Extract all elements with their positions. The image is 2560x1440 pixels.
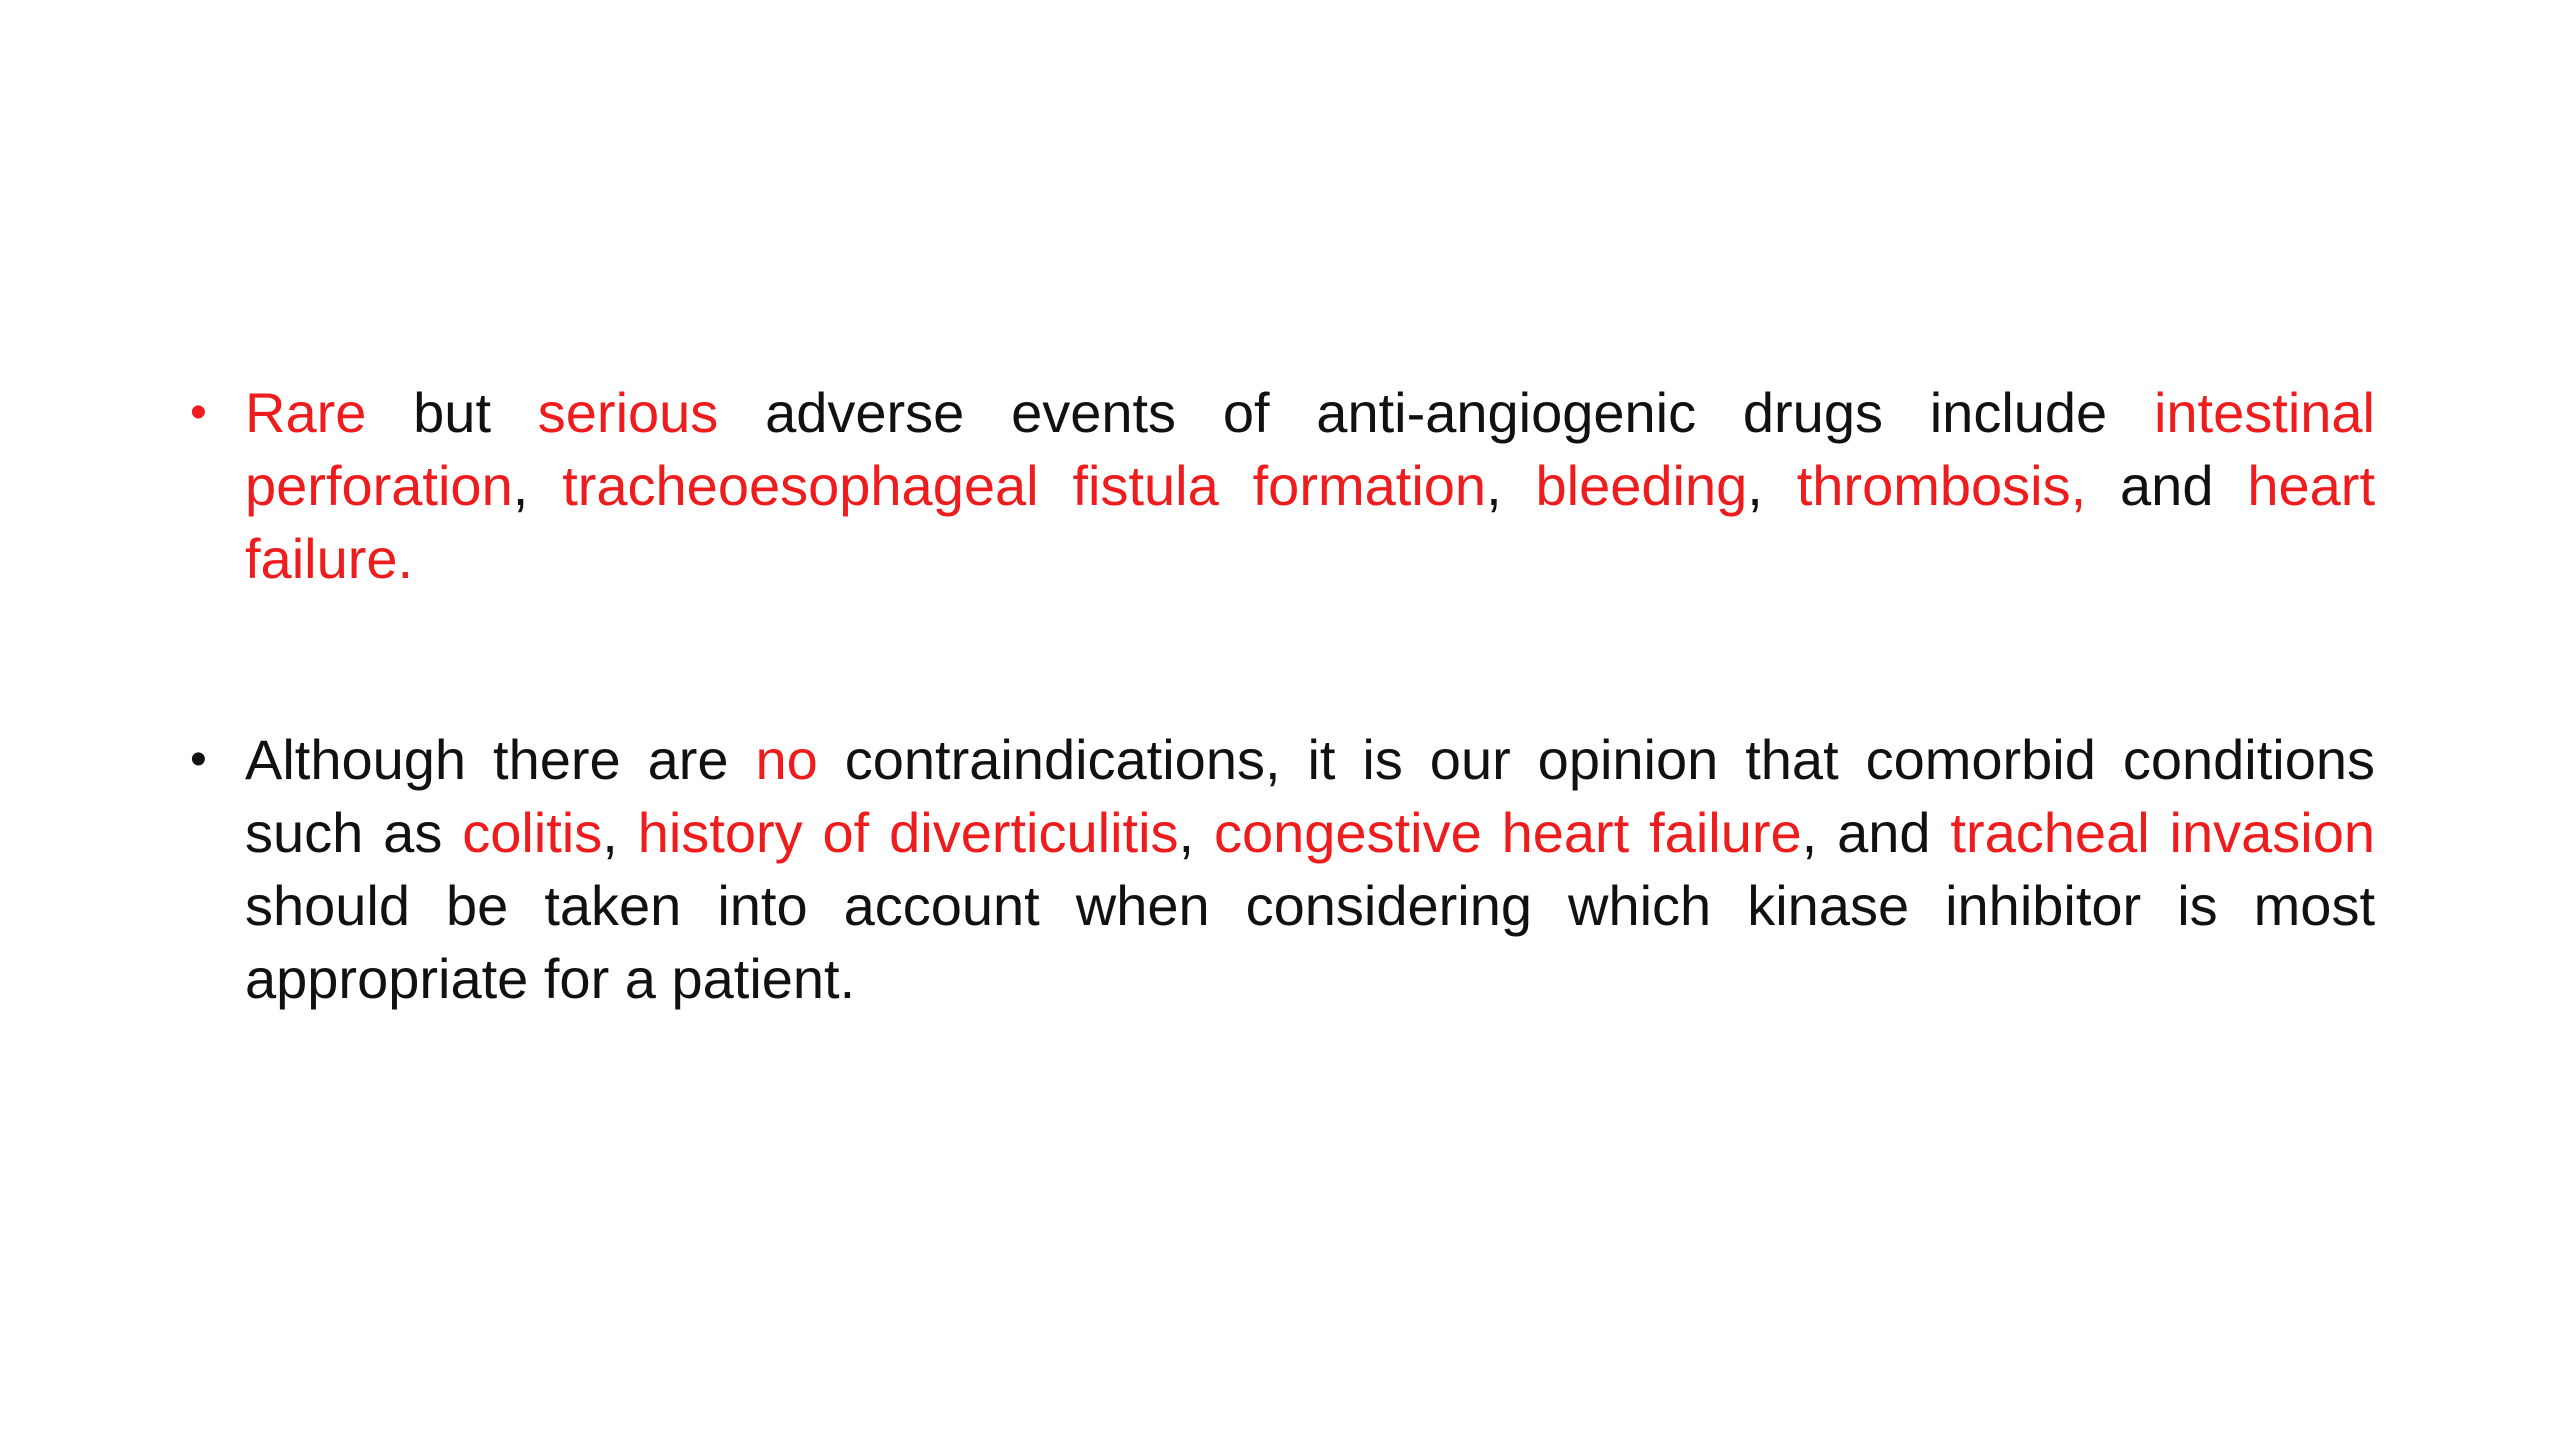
text-segment: Rare — [245, 381, 367, 444]
text-segment: adverse events of anti-angiogenic drugs include — [718, 381, 2154, 444]
text-segment: tracheoesophageal fistula formation — [562, 454, 1487, 517]
text-segment: and — [2086, 454, 2248, 517]
text-segment: history of diverticulitis — [637, 801, 1179, 864]
text-segment: colitis — [462, 801, 603, 864]
bullet-text — [245, 381, 2375, 590]
text-segment: , — [602, 801, 638, 864]
text-segment: intestinal perforation — [245, 381, 2375, 517]
text-segment: thrombosis, — [1796, 454, 2087, 517]
text-segment: , — [512, 454, 563, 517]
text-segment: , and — [1801, 801, 1951, 864]
bullet-list — [190, 376, 2375, 1015]
text-segment: but — [366, 381, 538, 444]
text-segment: , — [1178, 801, 1214, 864]
text-segment: heart failure. — [245, 454, 2375, 590]
text-segment: bleeding — [1535, 454, 1748, 517]
bullet-marker: • — [190, 733, 207, 786]
text-segment: no — [755, 728, 818, 791]
bullet-item-adverse-events — [190, 376, 2375, 595]
bullet-text — [245, 728, 2375, 1010]
text-segment: serious — [537, 381, 719, 444]
bullet-item-contraindications — [190, 723, 2375, 1015]
text-segment: contraindications, it is our opinion that comorbid conditions such as — [245, 728, 2375, 864]
text-segment: , — [1747, 454, 1797, 517]
text-segment: Although there are — [245, 728, 756, 791]
bullet-marker: • — [190, 386, 207, 439]
text-segment: congestive heart failure — [1213, 801, 1802, 864]
text-segment: , — [1486, 454, 1536, 517]
text-segment: should be taken into account when considering which kinase inhibitor is most appropriate for a patient. — [245, 874, 2375, 1010]
text-segment: tracheal invasion — [1950, 801, 2375, 864]
